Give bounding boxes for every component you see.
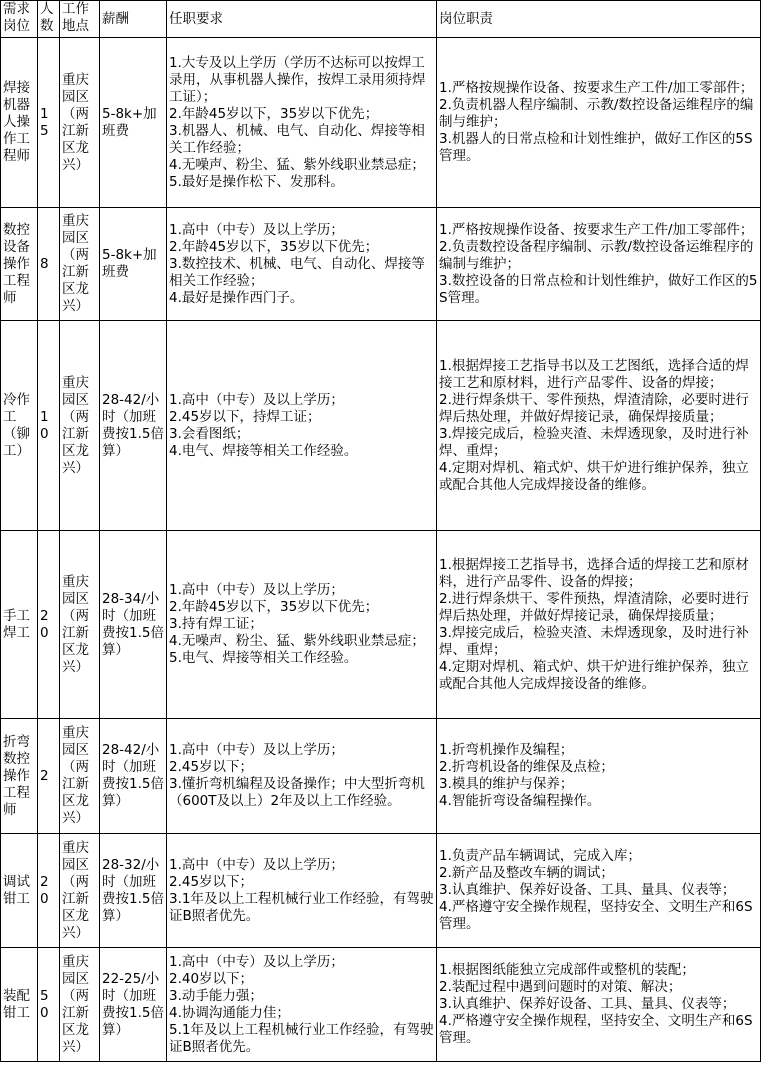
cell-duties xyxy=(437,208,761,321)
duty-item: 3.认真维护、保养好设备、工具、量具、仪表等； xyxy=(439,882,736,898)
cell-position: 装配钳工 xyxy=(1,948,38,1062)
requirement-item: 1.高中（中专）及以上学历； xyxy=(169,856,344,873)
duty-item: 2.进行焊条烘干、零件预热，焊渣清除，必要时进行焊后热处理，并做好焊接记录，确保焊接质量； xyxy=(439,590,749,624)
requirement-item: 2.40岁以下； xyxy=(169,970,254,987)
cell-count: 20 xyxy=(38,834,60,948)
cell-position: 手工焊工 xyxy=(1,531,38,719)
requirement-item: 3.懂折弯机编程及设备操作；中大型折弯机（600T及以上）2年及以上工作经验。 xyxy=(169,776,425,809)
cell-salary: 28-32/小时（加班费按1.5倍算） xyxy=(100,834,167,948)
cell-requirements xyxy=(167,834,437,948)
requirement-item: 1.高中（中专）及以上学历； xyxy=(169,582,344,598)
requirement-item: 2.45岁以下； xyxy=(169,873,254,890)
duty-item: 1.负责产品车辆调试，完成入库； xyxy=(439,848,641,864)
cell-position: 折弯数控操作工程师 xyxy=(1,719,38,834)
header-requirements: 任职要求 xyxy=(167,1,437,38)
requirement-item: 2.年龄45岁以下，35岁以下优先； xyxy=(169,238,379,255)
requirement-item: 4.无噪声、粉尘、猛、紫外线职业禁忌症； xyxy=(169,633,425,649)
requirement-item: 5.电气、焊接等相关工作经验。 xyxy=(169,650,358,666)
table-row xyxy=(1,834,761,948)
cell-count: 2 xyxy=(38,719,60,834)
duty-item: 3.认真维护、保养好设备、工具、量具、仪表等； xyxy=(439,996,736,1012)
cell-salary: 22-25/小时（加班费按1.5倍算） xyxy=(100,948,167,1062)
cell-requirements xyxy=(167,208,437,321)
requirement-item: 2.年龄45岁以下，35岁以下优先； xyxy=(169,105,379,122)
cell-count: 50 xyxy=(38,948,60,1062)
cell-duties xyxy=(437,834,761,948)
cell-position: 数控设备操作工程师 xyxy=(1,208,38,321)
duty-item: 2.装配过程中遇到问题时的对策、解决； xyxy=(439,979,682,995)
requirement-item: 4.电气、焊接等相关工作经验。 xyxy=(169,442,358,459)
header-duties: 岗位职责 xyxy=(437,1,761,38)
header-location: 工作地点 xyxy=(60,1,100,38)
header-salary: 薪酬 xyxy=(100,1,167,38)
requirement-item: 2.年龄45岁以下，35岁以下优先； xyxy=(169,599,379,615)
duty-item: 3.数控设备的日常点检和计划性维护，做好工作区的5S管理。 xyxy=(439,272,758,306)
requirement-item: 3.数控技术、机械、电气、自动化、焊接等相关工作经验； xyxy=(169,255,425,289)
requirement-item: 5.最好是操作松下、发那科。 xyxy=(169,173,344,190)
table-row xyxy=(1,38,761,208)
duty-item: 1.根据图纸能独立完成部件或整机的装配； xyxy=(439,962,695,978)
cell-count: 10 xyxy=(38,321,60,531)
cell-salary: 5-8k+加班费 xyxy=(100,208,167,321)
table-header-row xyxy=(1,1,761,38)
cell-location: 重庆园区（两江新区龙兴） xyxy=(60,948,100,1062)
requirement-item: 4.协调沟通能力佳； xyxy=(169,1004,290,1021)
cell-location: 重庆园区（两江新区龙兴） xyxy=(60,719,100,834)
duty-item: 2.折弯机设备的维保及点检； xyxy=(439,759,614,775)
cell-requirements xyxy=(167,531,437,719)
duty-item: 1.根据焊接工艺指导书以及工艺图纸，选择合适的焊接工艺和原材料，进行产品零件、设备的焊接； xyxy=(439,357,749,391)
requirement-item: 1.高中（中专）及以上学历； xyxy=(169,953,344,970)
cell-location: 重庆园区（两江新区龙兴） xyxy=(60,531,100,719)
cell-requirements xyxy=(167,38,437,208)
cell-count: 15 xyxy=(38,38,60,208)
cell-requirements xyxy=(167,948,437,1062)
cell-duties xyxy=(437,719,761,834)
requirement-item: 4.最好是操作西门子。 xyxy=(169,289,304,306)
table-row xyxy=(1,948,761,1062)
requirement-item: 2.45岁以下，持焊工证； xyxy=(169,408,321,425)
cell-location: 重庆园区（两江新区龙兴） xyxy=(60,834,100,948)
duty-item: 3.模具的维护与保养； xyxy=(439,776,574,792)
duty-item: 1.严格按规操作设备、按要求生产工件/加工零部件； xyxy=(439,221,754,238)
header-count: 人数 xyxy=(38,1,60,38)
duty-item: 1.根据焊接工艺指导书，选择合适的焊接工艺和原材料，进行产品零件、设备的焊接； xyxy=(439,556,749,590)
duty-item: 1.严格按规操作设备、按要求生产工件/加工零部件； xyxy=(439,80,754,96)
requirement-item: 1.大专及以上学历（学历不达标可以按焊工录用，从事机器人操作，按焊工录用须持焊工证）； xyxy=(169,54,426,105)
duty-item: 1.折弯机操作及编程； xyxy=(439,742,574,758)
requirement-item: 5.1年及以上工程机械行业工作经验，有驾驶证B照者优先。 xyxy=(169,1021,434,1055)
cell-duties xyxy=(437,38,761,208)
cell-duties xyxy=(437,948,761,1062)
requirement-item: 3.会看图纸； xyxy=(169,425,250,442)
cell-salary: 28-42/小时（加班费按1.5倍算） xyxy=(100,321,167,531)
table-row xyxy=(1,321,761,531)
cell-count: 20 xyxy=(38,531,60,719)
duty-item: 3.机器人的日常点检和计划性维护，做好工作区的5S管理。 xyxy=(439,131,753,164)
duty-item: 4.定期对焊机、箱式炉、烘干炉进行维护保养，独立或配合其他人完成焊接设备的维修。 xyxy=(439,459,749,493)
requirement-item: 4.无噪声、粉尘、猛、紫外线职业禁忌症； xyxy=(169,156,425,173)
requirement-item: 1.高中（中专）及以上学历； xyxy=(169,391,344,408)
table-row xyxy=(1,719,761,834)
requirement-item: 3.动手能力强； xyxy=(169,987,263,1004)
cell-salary: 28-34/小时（加班费按1.5倍算） xyxy=(100,531,167,719)
requirement-item: 1.高中（中专）及以上学历； xyxy=(169,742,344,758)
requirement-item: 2.45岁以下； xyxy=(169,759,254,775)
cell-salary: 5-8k+加班费 xyxy=(100,38,167,208)
cell-count: 8 xyxy=(38,208,60,321)
cell-requirements xyxy=(167,719,437,834)
cell-position: 冷作工（铆工） xyxy=(1,321,38,531)
duty-item: 4.定期对焊机、箱式炉、烘干炉进行维护保养，独立或配合其他人完成焊接设备的维修。 xyxy=(439,658,749,692)
cell-duties xyxy=(437,321,761,531)
table-row xyxy=(1,531,761,719)
requirement-item: 3.1年及以上工程机械行业工作经验，有驾驶证B照者优先。 xyxy=(169,890,434,924)
cell-salary: 28-42/小时（加班费按1.5倍算） xyxy=(100,719,167,834)
cell-location: 重庆园区（两江新区龙兴） xyxy=(60,38,100,208)
duty-item: 3.焊接完成后，检验夹渣、未焊透现象，及时进行补焊、重焊； xyxy=(439,624,749,658)
duty-item: 2.负责数控设备程序编制、示教/数控设备运维程序的编制与维护； xyxy=(439,238,754,272)
duty-item: 2.进行焊条烘干、零件预热，焊渣清除，必要时进行焊后热处理，并做好焊接记录，确保焊接质量； xyxy=(439,391,749,425)
duty-item: 4.严格遵守安全操作规程，坚持安全、文明生产和6S管理。 xyxy=(439,899,753,932)
duty-item: 4.智能折弯设备编程操作。 xyxy=(439,793,601,809)
cell-location: 重庆园区（两江新区龙兴） xyxy=(60,321,100,531)
cell-location: 重庆园区（两江新区龙兴） xyxy=(60,208,100,321)
duty-item: 4.严格遵守安全操作规程，坚持安全、文明生产和6S管理。 xyxy=(439,1013,753,1046)
requirement-item: 3.机器人、机械、电气、自动化、焊接等相关工作经验； xyxy=(169,122,425,156)
duty-item: 2.负责机器人程序编制、示教/数控设备运维程序的编制与维护； xyxy=(439,97,754,130)
duty-item: 3.焊接完成后，检验夹渣、未焊透现象，及时进行补焊、重焊； xyxy=(439,425,749,459)
requirement-item: 3.持有焊工证； xyxy=(169,616,263,632)
header-position: 需求岗位 xyxy=(1,1,38,38)
cell-duties xyxy=(437,531,761,719)
requirement-item: 1.高中（中专）及以上学历； xyxy=(169,221,344,238)
cell-position: 焊接机器人操作工程师 xyxy=(1,38,38,208)
table-row xyxy=(1,208,761,321)
cell-requirements xyxy=(167,321,437,531)
duty-item: 2.新产品及整改车辆的调试； xyxy=(439,865,614,881)
cell-position: 调试钳工 xyxy=(1,834,38,948)
